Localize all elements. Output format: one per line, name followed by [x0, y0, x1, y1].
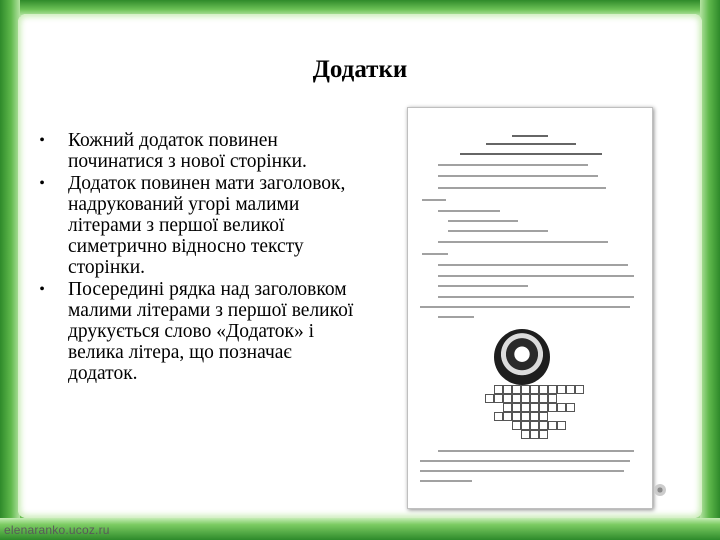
- doc-text-line: [438, 285, 528, 287]
- doc-text-line: [438, 296, 634, 298]
- crossword-cell: [530, 412, 539, 421]
- bullet-item: [32, 173, 362, 278]
- doc-text-line: [420, 480, 472, 482]
- crossword-cell: [548, 394, 557, 403]
- crossword-cell: [557, 385, 566, 394]
- doc-text-line: [438, 450, 634, 452]
- doc-text-line: [422, 199, 446, 201]
- crossword-cell: [575, 385, 584, 394]
- crossword-cell: [503, 385, 512, 394]
- site-watermark: elenaranko.ucoz.ru: [4, 523, 110, 537]
- crossword-cell: [503, 403, 512, 412]
- crossword-cell: [521, 385, 530, 394]
- crossword-cell: [521, 412, 530, 421]
- crossword-cell: [521, 430, 530, 439]
- crossword-cell: [566, 403, 575, 412]
- corner-ornament-icon: [654, 484, 666, 496]
- crossword-cell: [539, 421, 548, 430]
- crossword-cell: [494, 385, 503, 394]
- crossword-cell: [548, 385, 557, 394]
- crossword-cell: [530, 385, 539, 394]
- frame-left-border: [0, 0, 20, 540]
- doc-text-line: [438, 264, 628, 266]
- crossword-cell: [539, 430, 548, 439]
- bullet-text: Кожний додаток повинен починатися з нової сторінки.: [68, 130, 307, 172]
- crossword-cell: [494, 412, 503, 421]
- emblem-image: [494, 329, 550, 385]
- crossword-cell: [557, 403, 566, 412]
- crossword-cell: [530, 403, 539, 412]
- doc-text-line: [438, 175, 598, 177]
- crossword-cell: [530, 421, 539, 430]
- crossword-cell: [548, 403, 557, 412]
- bullet-dot-icon: •: [39, 281, 45, 298]
- doc-text-line: [448, 220, 518, 222]
- bullet-item: [32, 279, 362, 384]
- doc-text-line: [422, 253, 448, 255]
- crossword-cell: [539, 412, 548, 421]
- crossword-cell: [530, 394, 539, 403]
- frame-right-border: [700, 0, 720, 540]
- doc-text-line: [438, 210, 500, 212]
- document-page-image: [407, 107, 653, 509]
- slide-title: Додатки: [312, 56, 408, 83]
- doc-text-line: [438, 241, 608, 243]
- crossword-cell: [512, 412, 521, 421]
- doc-text-line: [420, 470, 624, 472]
- crossword-cell: [557, 421, 566, 430]
- crossword-cell: [512, 421, 521, 430]
- crossword-cell: [539, 403, 548, 412]
- crossword-cell: [485, 394, 494, 403]
- crossword-cell: [503, 412, 512, 421]
- doc-text-line: [460, 153, 602, 155]
- crossword-cell: [539, 394, 548, 403]
- crossword-cell: [530, 430, 539, 439]
- doc-text-line: [420, 460, 630, 462]
- bullet-item: [32, 130, 362, 172]
- bullet-list: [32, 130, 362, 385]
- crossword-cell: [521, 421, 530, 430]
- bullet-dot-icon: •: [39, 132, 45, 149]
- doc-text-line: [438, 275, 634, 277]
- crossword-cell: [521, 394, 530, 403]
- crossword-cell: [548, 421, 557, 430]
- doc-text-line: [438, 316, 474, 318]
- doc-text-line: [448, 230, 548, 232]
- crossword-cell: [521, 403, 530, 412]
- crossword-cell: [512, 394, 521, 403]
- crossword-cell: [512, 403, 521, 412]
- doc-text-line: [512, 135, 548, 137]
- bullet-dot-icon: •: [39, 175, 45, 192]
- bullet-text: Додаток повинен мати заголовок, надрукований угорі малими літерами з першої великої симетрично відносно тексту сторінки.: [68, 173, 346, 278]
- crossword-cell: [512, 385, 521, 394]
- doc-text-line: [438, 164, 588, 166]
- crossword-cell: [494, 394, 503, 403]
- crossword-cell: [539, 385, 548, 394]
- crossword-cell: [566, 385, 575, 394]
- bullet-text: Посередині рядка над заголовком малими літерами з першої великої друкується слово «Додаток» і велика літера, що позначає додаток.: [68, 279, 354, 384]
- crossword-cell: [503, 394, 512, 403]
- doc-text-line: [420, 306, 630, 308]
- doc-text-line: [486, 143, 576, 145]
- doc-text-line: [438, 187, 606, 189]
